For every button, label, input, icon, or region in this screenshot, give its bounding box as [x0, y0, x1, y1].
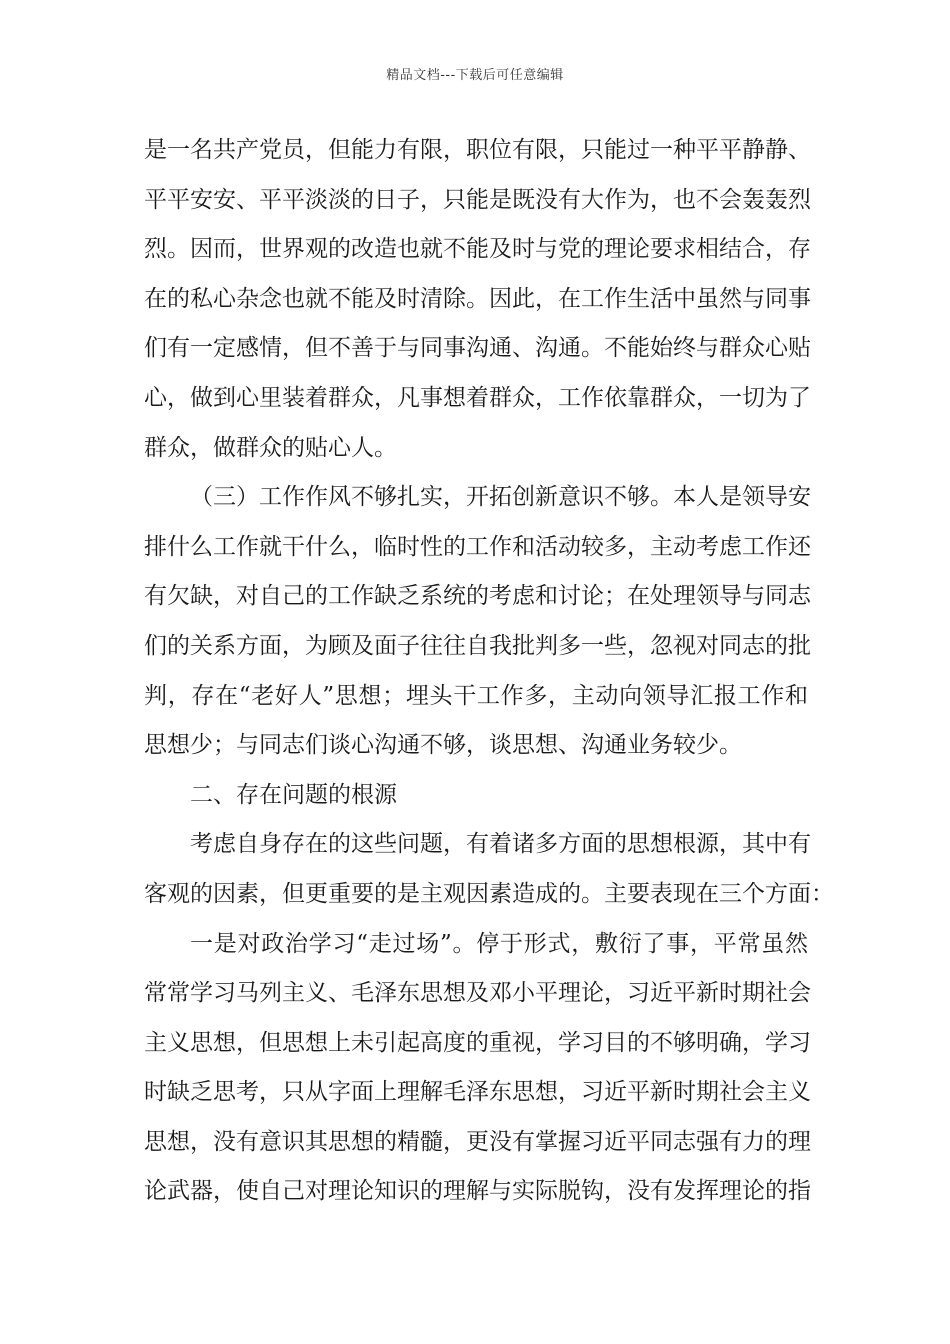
document-body [144, 126, 834, 1217]
text-line: 时缺乏思考，只从字面上理解毛泽东思想，习近平新时期社会主义 [144, 1079, 811, 1106]
text-line: 烈。因而，世界观的改造也就不能及时与党的理论要求相结合，存 [144, 236, 811, 263]
text-line: 思想，没有意识其思想的精髓，更没有掌握习近平同志强有力的理 [144, 1128, 811, 1155]
text-line: 在的私心杂念也就不能及时清除。因此，在工作生活中虽然与同事 [144, 285, 811, 312]
text-line: 排什么工作就干什么，临时性的工作和活动较多，主动考虑工作还 [144, 533, 811, 560]
page-header: 精品文档---下载后可任意编辑 [386, 68, 564, 83]
text-line: 们的关系方面，为顾及面子往往自我批判多一些，忽视对同志的批 [144, 632, 811, 659]
text-line: 平平安安、平平淡淡的日子，只能是既没有大作为，也不会轰轰烈 [144, 186, 811, 213]
text-line: 客观的因素，但更重要的是主观因素造成的。主要表现在三个方面： [144, 880, 834, 907]
text-line: 判，存在“老好人”思想；埋头干工作多，主动向领导汇报工作和 [144, 682, 808, 709]
text-line: 是一名共产党员，但能力有限，职位有限，只能过一种平平静静、 [144, 137, 811, 163]
text-line: 主义思想，但思想上未引起高度的重视，学习目的不够明确，学习 [144, 1029, 811, 1056]
text-line: 有欠缺，对自己的工作缺乏系统的考虑和讨论；在处理领导与同志 [144, 583, 811, 610]
text-line: 论武器，使自己对理论知识的理解与实际脱钩，没有发挥理论的指 [144, 1178, 811, 1205]
text-line: 考虑自身存在的这些问题，有着诸多方面的思想根源，其中有 [190, 831, 811, 858]
text-line: 群众，做群众的贴心人。 [144, 434, 397, 461]
text-line: 们有一定感情，但不善于与同事沟通、沟通。不能始终与群众心贴 [144, 335, 811, 362]
text-line: 二、存在问题的根源 [190, 781, 397, 808]
text-line: 心，做到心里装着群众，凡事想着群众，工作依靠群众，一切为了 [144, 384, 811, 411]
text-line: （三）工作作风不够扎实，开拓创新意识不够。本人是领导安 [190, 484, 811, 511]
text-line: 常常学习马列主义、毛泽东思想及邓小平理论，习近平新时期社会 [144, 980, 811, 1007]
text-line: 一是对政治学习“走过场”。停于形式，敷衍了事，平常虽然 [190, 930, 808, 957]
text-line: 思想少；与同志们谈心沟通不够，谈思想、沟通业务较少。 [144, 732, 742, 759]
